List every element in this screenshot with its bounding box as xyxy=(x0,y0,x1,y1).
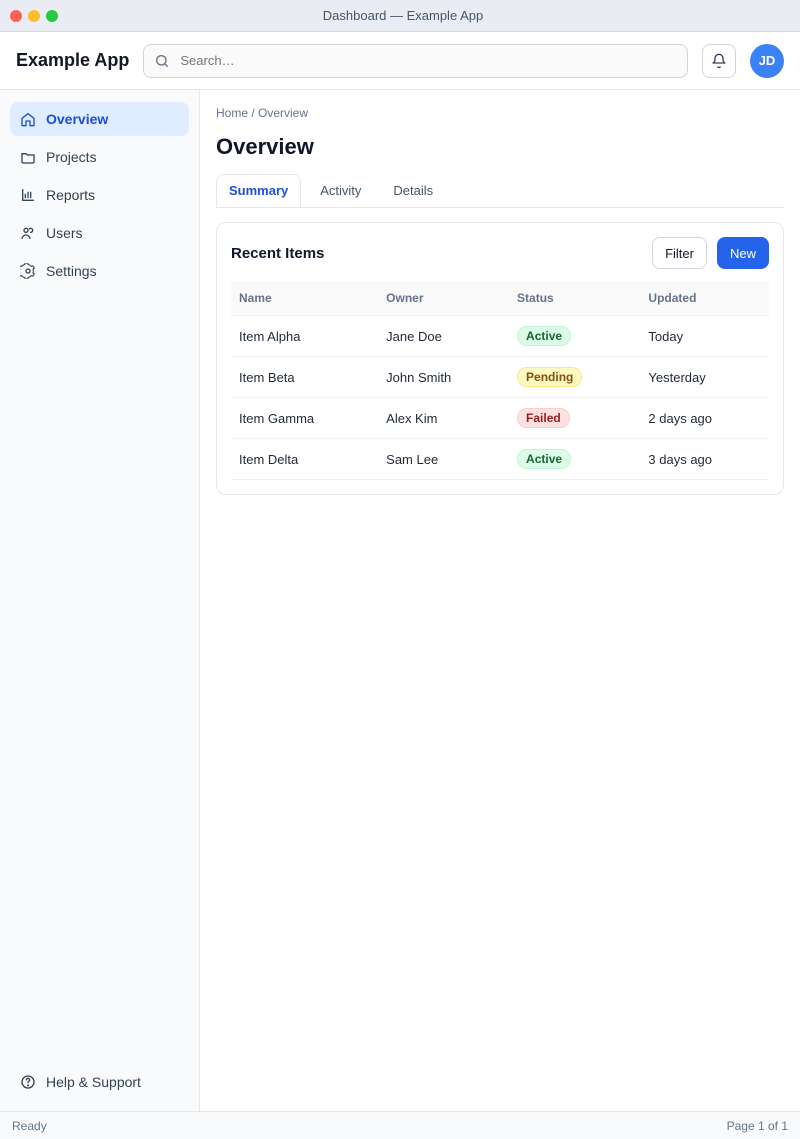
cell-updated: 3 days ago xyxy=(640,439,769,480)
items-table xyxy=(231,281,769,480)
sidebar-item-settings[interactable] xyxy=(10,254,189,288)
help-icon xyxy=(20,1074,36,1090)
app-body xyxy=(0,90,800,1111)
cell-status xyxy=(509,439,640,480)
cell-owner: Alex Kim xyxy=(378,398,509,439)
cell-updated: 2 days ago xyxy=(640,398,769,439)
table-row[interactable] xyxy=(231,398,769,439)
search-bar[interactable] xyxy=(143,44,688,78)
table-body xyxy=(231,316,769,480)
status-badge: Pending xyxy=(517,367,582,387)
cell-status xyxy=(509,357,640,398)
cell-updated: Today xyxy=(640,316,769,357)
notifications-button[interactable] xyxy=(702,44,736,78)
cell-name: Item Gamma xyxy=(231,398,378,439)
sidebar-item-overview[interactable] xyxy=(10,102,189,136)
home-icon xyxy=(20,111,36,127)
card-header xyxy=(231,237,769,269)
status-bar xyxy=(0,1111,800,1139)
status-left: Ready xyxy=(12,1118,47,1133)
table-row[interactable] xyxy=(231,316,769,357)
folder-icon xyxy=(20,149,36,165)
breadcrumb: Home / Overview xyxy=(216,106,309,120)
sidebar-item-users[interactable] xyxy=(10,216,189,250)
tab-activity[interactable]: Activity xyxy=(320,183,362,198)
col-header-updated: Updated xyxy=(640,281,769,316)
sidebar-footer-help[interactable] xyxy=(10,1065,189,1099)
bell-icon xyxy=(711,53,727,69)
minimize-window-button[interactable] xyxy=(28,10,40,22)
brand-name: Example App xyxy=(16,50,130,70)
recent-items-card xyxy=(216,222,784,495)
table-row[interactable] xyxy=(231,357,769,398)
status-badge: Active xyxy=(517,449,571,469)
sidebar-item-label: Overview xyxy=(46,111,109,127)
cell-owner: John Smith xyxy=(378,357,509,398)
cell-status xyxy=(509,398,640,439)
sidebar-item-reports[interactable] xyxy=(10,178,189,212)
tabs xyxy=(216,174,784,208)
cell-name: Item Delta xyxy=(231,439,378,480)
maximize-window-button[interactable] xyxy=(46,10,58,22)
title-bar xyxy=(0,0,800,32)
filter-button[interactable]: Filter xyxy=(652,237,707,269)
cell-name: Item Beta xyxy=(231,357,378,398)
col-header-owner: Owner xyxy=(378,281,509,316)
top-header xyxy=(0,32,800,90)
sidebar-item-label: Reports xyxy=(46,187,96,203)
user-avatar[interactable]: JD xyxy=(750,44,784,78)
sidebar-item-projects[interactable] xyxy=(10,140,189,174)
sidebar-item-label: Settings xyxy=(46,263,97,279)
gear-icon xyxy=(20,263,36,279)
status-right: Page 1 of 1 xyxy=(726,1118,788,1133)
page-title: Overview xyxy=(216,134,314,159)
window-title: Dashboard — Example App xyxy=(322,8,484,23)
close-window-button[interactable] xyxy=(10,10,22,22)
window-controls xyxy=(10,10,58,22)
cell-owner: Sam Lee xyxy=(378,439,509,480)
users-icon xyxy=(20,225,36,241)
sidebar xyxy=(0,90,200,1111)
sidebar-item-label: Projects xyxy=(46,149,97,165)
main-content xyxy=(200,90,800,1111)
cell-updated: Yesterday xyxy=(640,357,769,398)
status-badge: Active xyxy=(517,326,571,346)
table-row[interactable] xyxy=(231,439,769,480)
sidebar-spacer xyxy=(10,292,189,1061)
tab-details[interactable]: Details xyxy=(393,183,434,198)
tab-summary[interactable]: Summary xyxy=(216,174,301,207)
sidebar-item-label: Users xyxy=(46,225,83,241)
card-title: Recent Items xyxy=(231,244,325,262)
col-header-status: Status xyxy=(509,281,640,316)
cell-owner: Jane Doe xyxy=(378,316,509,357)
cell-status xyxy=(509,316,640,357)
cell-name: Item Alpha xyxy=(231,316,378,357)
status-badge: Failed xyxy=(517,408,570,428)
sidebar-footer-label: Help & Support xyxy=(46,1074,141,1090)
table-header xyxy=(231,281,769,316)
table-header-row xyxy=(231,281,769,316)
col-header-name: Name xyxy=(231,281,378,316)
search-input[interactable] xyxy=(178,52,677,69)
new-item-button[interactable]: New xyxy=(717,237,769,269)
chart-icon xyxy=(20,187,36,203)
search-icon xyxy=(154,53,170,69)
